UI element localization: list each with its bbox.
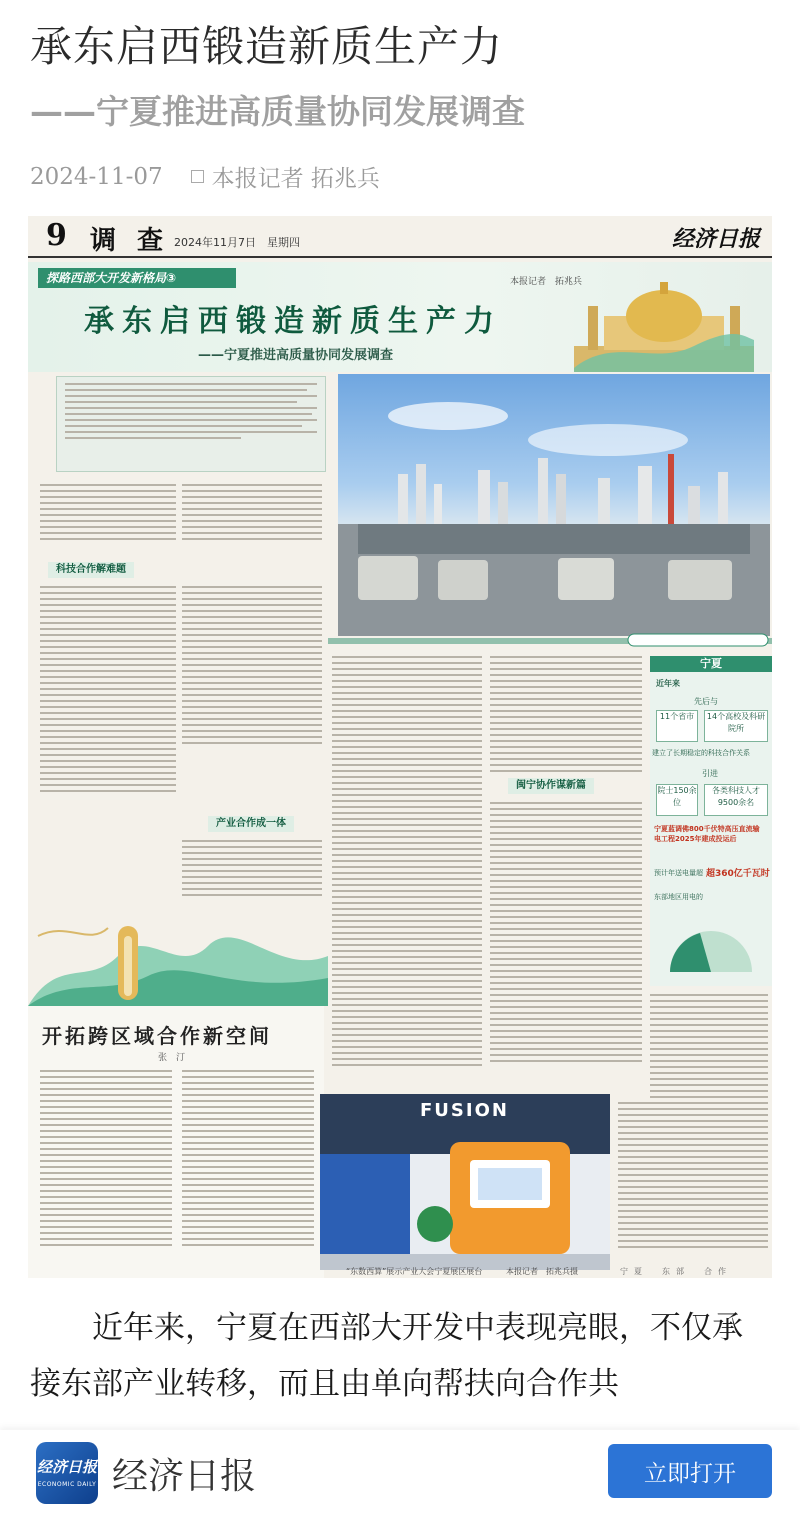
reporter-icon xyxy=(191,170,204,183)
subhead-tech: 科技合作解难题 xyxy=(48,562,134,578)
article-subtitle: ——宁夏推进高质量协同发展调查 xyxy=(30,92,525,131)
refinery-skyline-icon xyxy=(338,374,770,636)
infobox-label: 东部地区用电的 xyxy=(654,893,703,901)
bottom-right-text xyxy=(618,1102,768,1252)
paper-title: 承东启西锻造新质生产力 xyxy=(84,304,502,339)
column-1-text xyxy=(40,484,176,544)
section2-text-right xyxy=(182,1070,314,1250)
subhead-industry: 产业合作成一体 xyxy=(208,816,294,832)
section2-text-left xyxy=(40,1070,172,1250)
expo-brand-sign: FUSION xyxy=(420,1100,509,1121)
app-logo-icon[interactable] xyxy=(36,1442,98,1504)
column-3-text xyxy=(332,656,482,1070)
paper-subtitle: ——宁夏推进高质量协同发展调查 xyxy=(198,348,394,363)
paper-header xyxy=(28,216,772,258)
stat-provinces: 11个省市 xyxy=(656,710,698,742)
app-logo-text: 经济日报 xyxy=(36,1458,97,1476)
issue-date: 2024年11月7日 星期四 xyxy=(174,236,300,249)
column-2-text-b xyxy=(182,586,322,748)
stat-academicians: 院士150余位 xyxy=(656,784,698,816)
series-tag: 探路西部大开发新格局③ xyxy=(38,268,236,288)
column-2-text xyxy=(182,484,322,544)
landscape-illustration-icon xyxy=(28,916,328,1006)
expo-photo xyxy=(320,1094,610,1270)
stat-power: 超360亿千瓦时 xyxy=(706,869,770,879)
column-1-text-b xyxy=(40,586,176,796)
infobox-heading: 近年来 xyxy=(656,679,680,688)
photo2-credit: 本报记者 拓兆兵摄 xyxy=(506,1267,578,1276)
pie-graphic-icon xyxy=(650,910,772,980)
stats-infobox xyxy=(650,656,772,986)
infobox-label: 建立了长期稳定的科技合作关系 xyxy=(652,749,750,757)
section2-title: 开拓跨区域合作新空间 xyxy=(42,1024,272,1048)
infobox-label: 预计年送电量超 xyxy=(654,869,703,877)
app-download-bar xyxy=(0,1430,800,1525)
section2-author: 张 汀 xyxy=(158,1053,186,1063)
industrial-park-photo xyxy=(338,374,770,636)
byline: 本报记者 拓兆兵 xyxy=(211,166,380,192)
article-meta xyxy=(30,160,380,193)
section-name: 调 查 xyxy=(90,226,170,256)
newspaper-page-image[interactable] xyxy=(28,216,772,1278)
lead-box xyxy=(56,376,326,472)
infobox-title: 宁夏 xyxy=(650,656,772,672)
column-4-text xyxy=(490,656,642,776)
infobox-label: 引进 xyxy=(702,769,718,778)
stat-talents: 各类科技人才9500余名 xyxy=(704,784,768,816)
rail-track-icon xyxy=(328,632,772,650)
app-logo-subtext: ECONOMIC DAILY xyxy=(37,1481,97,1488)
infobox-label: 先后与 xyxy=(694,697,718,706)
paper-author: 本报记者 拓兆兵 xyxy=(510,277,583,287)
column-2-text-c xyxy=(182,840,322,900)
publish-date: 2024-11-07 xyxy=(30,163,163,190)
stat-institutes: 14个高校及科研院所 xyxy=(704,710,768,742)
dome-illustration-icon xyxy=(574,276,754,372)
column-4-text-b xyxy=(490,802,642,1066)
article-title: 承东启西锻造新质生产力 xyxy=(30,22,504,71)
paper-footer: 宁夏 东部 合作 xyxy=(620,1267,732,1276)
subhead-minning: 闽宁协作谋新篇 xyxy=(508,778,594,794)
article-body: 近年来，宁夏在西部大开发中表现亮眼，不仅承接东部产业转移，而且由单向帮扶向合作共 xyxy=(30,1310,743,1402)
paper-masthead: 经济日报 xyxy=(671,226,760,252)
section-cooperation xyxy=(28,1006,324,1278)
open-app-button[interactable]: 立即打开 xyxy=(608,1444,772,1498)
page-number: 9 xyxy=(46,218,67,253)
infobox-label: 宁夏蓝调佛800千伏特高压直流输电工程2025年建成投运后 xyxy=(654,825,760,843)
photo2-caption: “东数西算”展示产业大会宁夏展区展台 xyxy=(346,1267,483,1276)
app-name: 经济日报 xyxy=(112,1456,257,1497)
